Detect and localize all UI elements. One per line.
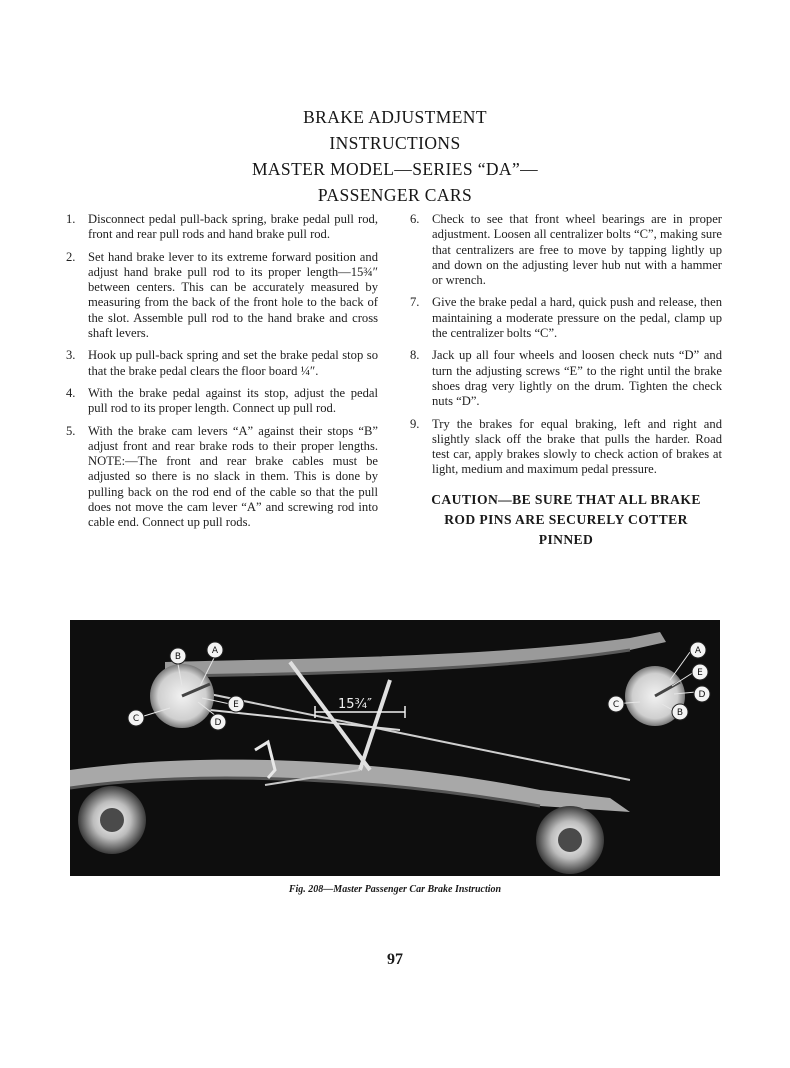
instruction-step-2 (66, 250, 378, 342)
left-column (66, 212, 378, 538)
callout-e-front-left (228, 696, 244, 712)
callout-e-front-right (692, 664, 708, 680)
dimension-label: 15¾″ (338, 697, 372, 712)
callout-b-front-right (672, 704, 688, 720)
title-line-2: INSTRUCTIONS (329, 133, 461, 153)
svg-text:A: A (694, 646, 702, 656)
callout-b-front-left (170, 648, 186, 664)
step-text: With the brake cam levers “A” against their stops “B” adjust front and rear brake rods to their proper lengths. NOTE:—The front and rear brake cables must be adjusted so there is no slack in them. This is done by pulling back on the rod end of the cable so that the pull does not move the cam lever “A” and screwing rod into cable end. Connect up pull rods. (88, 423, 378, 530)
step-number: 3. (66, 348, 76, 363)
step-number: 6. (410, 212, 420, 226)
svg-text:E: E (233, 700, 239, 710)
step-number: 4. (66, 385, 76, 400)
instruction-step-4 (66, 386, 378, 417)
step-text: Check to see that front wheel bearings are in proper adjustment. Loosen all centralizer bolts “C”, making sure that centralizers are free to move by tapping lightly up and down on the adjusting lever hub nut with a hammer or wrench. (432, 212, 722, 288)
title-line-4: PASSENGER CARS (317, 185, 473, 205)
step-text: Disconnect pedal pull-back spring, brake pedal pull rod, front and rear pull rods and hand brake pull rod. (88, 212, 378, 242)
brake-chassis-photo (70, 620, 720, 876)
instruction-step-7 (410, 295, 722, 341)
instruction-step-3 (66, 348, 378, 379)
step-number: 1. (66, 212, 76, 226)
callout-d-front-right (694, 686, 710, 702)
step-text: Give the brake pedal a hard, quick push and release, then maintaining a moderate pressure on the pedal, clamp up the centralizer bolts “C”. (432, 295, 722, 341)
caution-line-1: CAUTION—BE SURE THAT ALL BRAKE (431, 491, 701, 507)
instruction-step-6 (410, 212, 722, 288)
instruction-step-5 (66, 424, 378, 531)
step-number: 9. (410, 416, 420, 431)
caution-line-2: ROD PINS ARE SECURELY COTTER (444, 511, 688, 527)
svg-text:C: C (612, 700, 620, 710)
step-text: Hook up pull-back spring and set the brake pedal stop so that the brake pedal clears the floor board ¼″. (88, 348, 378, 378)
step-text: Set hand brake lever to its extreme forward position and adjust hand brake pull rod to its proper length—15¾″ between centers. This can be accurately measured by measuring from the back of the front hole to the back of the slot. Assemble pull rod to the hand brake and cross shaft levers. (88, 249, 378, 341)
step-number: 8. (410, 348, 420, 363)
chassis-illustration (70, 620, 720, 876)
svg-text:E: E (697, 668, 703, 678)
step-text: Try the brakes for equal braking, left and right and slightly slack off the brake that pulls the harder. Road test car, apply brakes slowly to check action of brakes at light, medium and maximum pedal pressure. (432, 416, 722, 477)
step-number: 2. (66, 249, 76, 264)
right-column (410, 212, 722, 550)
instruction-step-1 (66, 212, 378, 243)
instruction-step-9 (410, 417, 722, 478)
step-number: 7. (410, 295, 420, 310)
step-text: With the brake pedal against its stop, adjust the pedal pull rod to its proper length. Connect up pull rod. (88, 385, 378, 416)
svg-text:B: B (676, 708, 684, 718)
callout-c-front-left (128, 710, 144, 726)
caution-line-3: PINNED (538, 531, 594, 547)
figure-caption: Fig. 208—Master Passenger Car Brake Instruction (288, 884, 502, 895)
page-title (0, 104, 790, 208)
svg-text:C: C (132, 714, 140, 724)
callout-a-front-right (690, 642, 706, 658)
callout-c-front-right (608, 696, 624, 712)
callout-d-front-left (210, 714, 226, 730)
svg-text:A: A (211, 646, 219, 656)
step-text: Jack up all four wheels and loosen check nuts “D” and turn the adjusting screws “E” to the right until the brake shoes drag very lightly on the drum. Tighten the check nuts “D”. (432, 348, 722, 409)
title-line-3: MASTER MODEL—SERIES “DA”— (251, 159, 539, 179)
svg-text:D: D (698, 690, 706, 700)
svg-text:B: B (174, 652, 182, 662)
page-number: 97 (387, 951, 403, 968)
svg-text:D: D (214, 718, 222, 728)
instruction-step-8 (410, 348, 722, 409)
step-number: 5. (66, 423, 76, 438)
callout-a-front-left (207, 642, 223, 658)
caution-notice (410, 490, 722, 550)
title-line-1: BRAKE ADJUSTMENT (303, 107, 487, 127)
